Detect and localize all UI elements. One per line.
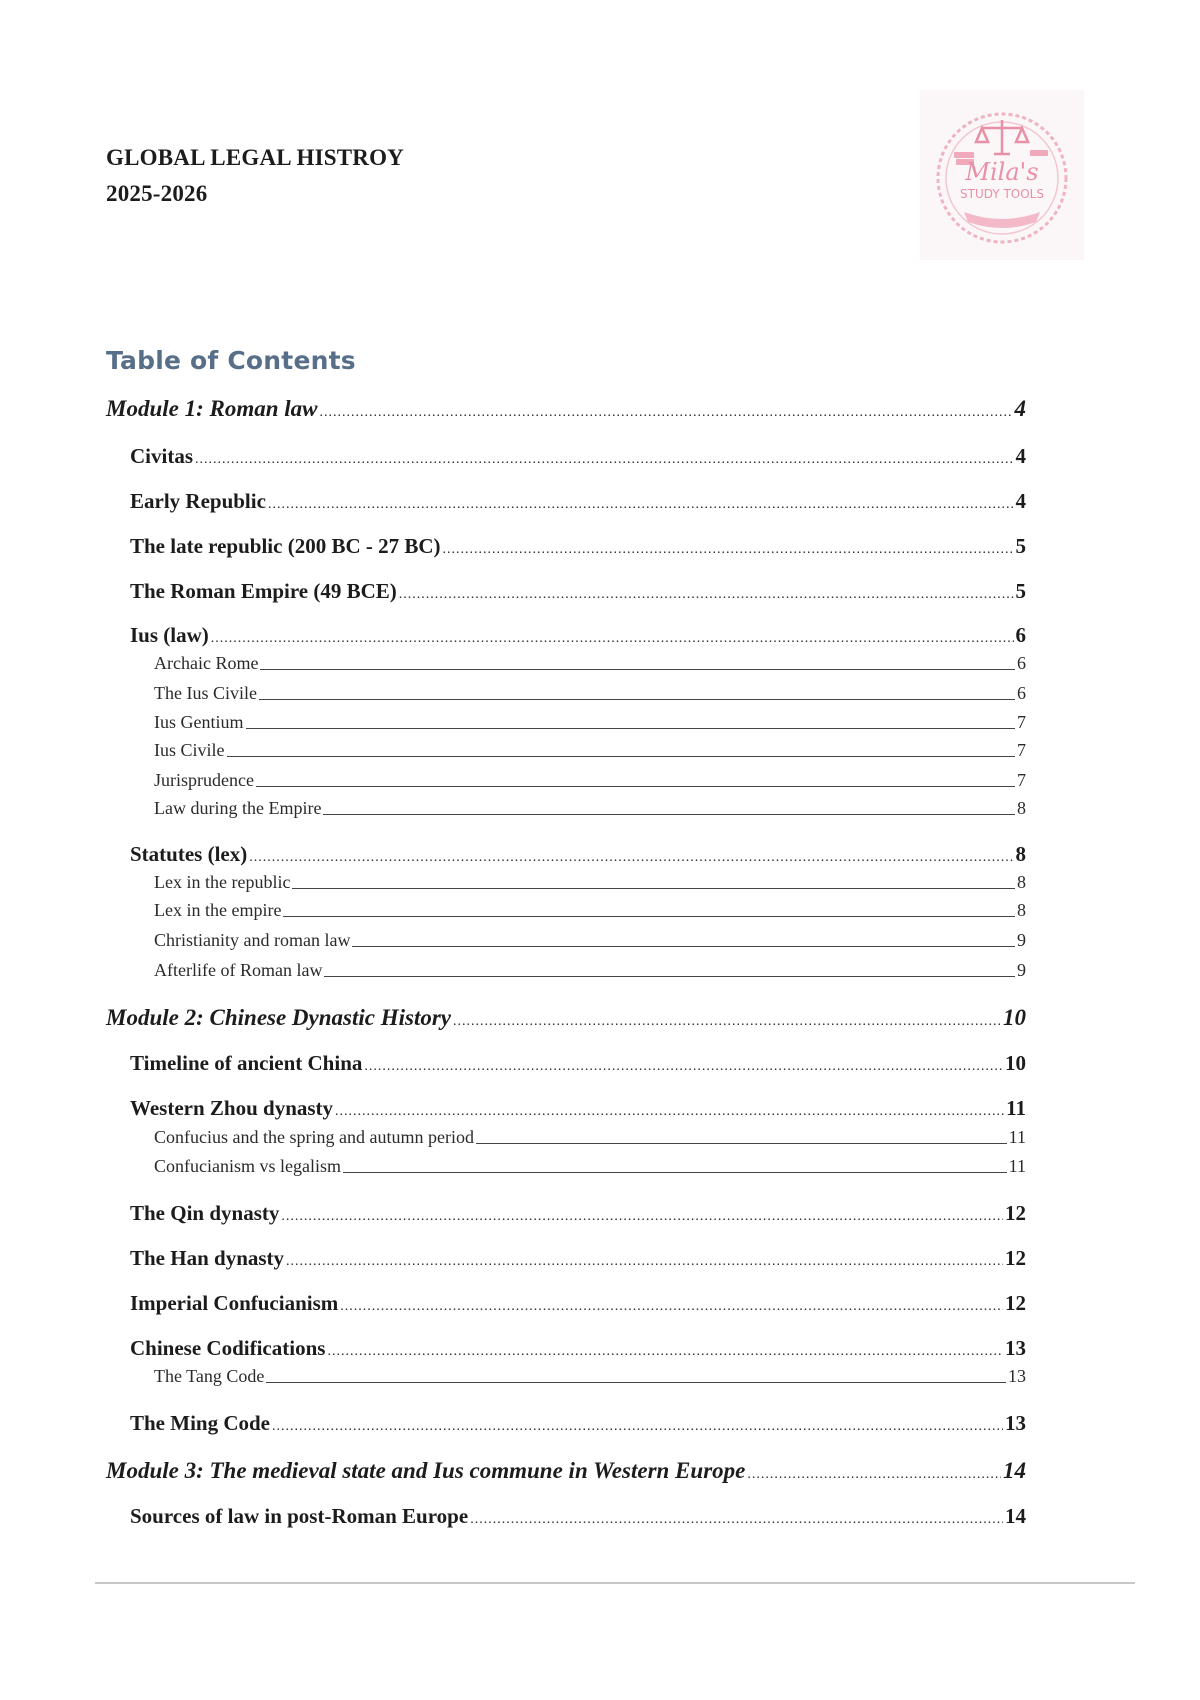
- toc-entry-title: Archaic Rome: [154, 653, 259, 673]
- toc-entry-page: 7: [1017, 712, 1026, 732]
- toc-leader-dots: [286, 1246, 1003, 1271]
- document-year: 2025-2026: [106, 181, 208, 206]
- toc-leader-dots: [195, 444, 1014, 469]
- toc-leader-dots: [323, 813, 1015, 815]
- toc-entry-level-3[interactable]: [154, 653, 1026, 674]
- toc-entry-page: 11: [1006, 1096, 1026, 1120]
- toc-entry-title: The Han dynasty: [130, 1246, 285, 1270]
- toc-entry-level-2[interactable]: [130, 1051, 1026, 1076]
- toc-entry-page: 7: [1017, 770, 1026, 790]
- page-divider: [95, 1582, 1135, 1584]
- toc-entry-page: 13: [1008, 1366, 1026, 1386]
- toc-entry-level-2[interactable]: [130, 579, 1026, 604]
- toc-entry-title: Imperial Confucianism: [130, 1291, 339, 1315]
- toc-leader-dots: [340, 1291, 1003, 1316]
- toc-leader-dots: [747, 1458, 1001, 1484]
- toc-leader-dots: [246, 727, 1016, 729]
- toc-entry-page: 13: [1005, 1411, 1026, 1435]
- toc-entry-title: The late republic (200 BC - 27 BC): [130, 534, 441, 558]
- toc-entry-title: The Ming Code: [130, 1411, 271, 1435]
- toc-entry-title: Law during the Empire: [154, 798, 322, 818]
- toc-entry-title: Civitas: [130, 444, 193, 468]
- toc-entry-page: 6: [1017, 653, 1026, 673]
- toc-entry-title: Christianity and roman law: [154, 930, 351, 950]
- toc-entry-page: 6: [1017, 683, 1026, 703]
- toc-entry-page: 8: [1017, 900, 1026, 920]
- logo-text-line2: STUDY TOOLS: [960, 187, 1044, 201]
- toc-leader-dots: [283, 915, 1015, 917]
- toc-leader-dots: [399, 579, 1014, 604]
- toc-entry-page: 4: [1014, 396, 1026, 421]
- toc-entry-level-2[interactable]: [130, 534, 1026, 559]
- toc-entry-level-3[interactable]: [154, 872, 1026, 893]
- toc-entry-page: 6: [1015, 623, 1026, 647]
- toc-entry-page: 10: [1005, 1051, 1026, 1075]
- toc-entry-title: Afterlife of Roman law: [154, 960, 323, 980]
- toc-entry-title: Ius Gentium: [154, 712, 244, 732]
- toc-leader-dots: [260, 668, 1015, 670]
- toc-entry-level-2[interactable]: [130, 1201, 1026, 1226]
- toc-entry-level-3[interactable]: [154, 798, 1026, 819]
- toc-entry-page: 8: [1017, 872, 1026, 892]
- toc-entry-level-3[interactable]: [154, 770, 1026, 791]
- toc-entry-title: Jurisprudence: [154, 770, 254, 790]
- toc-leader-dots: [443, 534, 1014, 559]
- toc-leader-dots: [352, 945, 1015, 947]
- toc-entry-page: 14: [1005, 1504, 1026, 1528]
- logo-text-line1: Mila's: [965, 158, 1039, 186]
- toc-entry-title: Timeline of ancient China: [130, 1051, 363, 1075]
- toc-leader-dots: [256, 785, 1015, 787]
- toc-entry-page: 12: [1005, 1246, 1026, 1270]
- toc-entry-page: 9: [1017, 960, 1026, 980]
- toc-entry-level-3[interactable]: [154, 683, 1026, 704]
- toc-entry-title: Ius (law): [130, 623, 209, 647]
- toc-entry-title: The Roman Empire (49 BCE): [130, 579, 397, 603]
- toc-leader-dots: [292, 887, 1015, 889]
- toc-entry-title: Lex in the empire: [154, 900, 282, 920]
- toc-entry-page: 8: [1015, 842, 1026, 866]
- toc-leader-dots: [470, 1504, 1003, 1529]
- toc-entry-title: The Qin dynasty: [130, 1201, 280, 1225]
- toc-entry-page: 12: [1005, 1201, 1026, 1225]
- toc-entry-title: Confucianism vs legalism: [154, 1156, 341, 1176]
- toc-entry-page: 13: [1005, 1336, 1026, 1360]
- toc-entry-level-2[interactable]: [130, 1336, 1026, 1361]
- toc-heading: Table of Contents: [106, 346, 356, 375]
- toc-entry-level-2[interactable]: [130, 1096, 1026, 1121]
- toc-entry-title: Chinese Codifications: [130, 1336, 326, 1360]
- toc-entry-title: The Tang Code: [154, 1366, 265, 1386]
- toc-entry-level-1[interactable]: [106, 396, 1026, 422]
- toc-entry-title: Lex in the republic: [154, 872, 291, 892]
- toc-entry-title: The Ius Civile: [154, 683, 257, 703]
- toc-entry-page: 14: [1003, 1458, 1026, 1483]
- toc-leader-dots: [249, 842, 1013, 867]
- toc-entry-title: Module 2: Chinese Dynastic History: [106, 1005, 452, 1030]
- toc-entry-title: Statutes (lex): [130, 842, 248, 866]
- logo-emblem-icon: [920, 90, 1084, 260]
- toc-entry-level-2[interactable]: [130, 623, 1026, 648]
- toc-entry-level-3[interactable]: [154, 740, 1026, 761]
- toc-entry-level-3[interactable]: [154, 930, 1026, 951]
- toc-entry-level-2[interactable]: [130, 842, 1026, 867]
- document-title: GLOBAL LEGAL HISTROY: [106, 145, 404, 170]
- toc-entry-page: 12: [1005, 1291, 1026, 1315]
- toc-entry-page: 10: [1003, 1005, 1026, 1030]
- toc-leader-dots: [320, 396, 1013, 422]
- toc-entry-level-2[interactable]: [130, 1504, 1026, 1529]
- toc-leader-dots: [266, 1381, 1006, 1383]
- toc-entry-title: Module 3: The medieval state and Ius commune in Western Europe: [106, 1458, 746, 1483]
- toc-entry-page: 8: [1017, 798, 1026, 818]
- toc-entry-page: 7: [1017, 740, 1026, 760]
- toc-leader-dots: [211, 623, 1014, 648]
- study-tools-logo: [920, 90, 1084, 260]
- toc-entry-level-3[interactable]: [154, 1127, 1026, 1148]
- toc-entry-level-3[interactable]: [154, 712, 1026, 733]
- toc-entry-title: Ius Civile: [154, 740, 225, 760]
- toc-entry-title: Early Republic: [130, 489, 266, 513]
- toc-entry-level-2[interactable]: [130, 1411, 1026, 1436]
- toc-entry-level-1[interactable]: [106, 1005, 1026, 1031]
- toc-entry-level-2[interactable]: [130, 1246, 1026, 1271]
- toc-leader-dots: [268, 489, 1014, 514]
- toc-entry-title: Sources of law in post-Roman Europe: [130, 1504, 469, 1528]
- toc-entry-page: 5: [1015, 534, 1026, 558]
- toc-entry-title: Module 1: Roman law: [106, 396, 318, 421]
- toc-entry-level-2[interactable]: [130, 1291, 1026, 1316]
- toc-entry-level-1[interactable]: [106, 1458, 1026, 1484]
- toc-leader-dots: [476, 1142, 1007, 1144]
- toc-leader-dots: [335, 1096, 1004, 1121]
- toc-leader-dots: [453, 1005, 1001, 1031]
- toc-leader-dots: [327, 1336, 1003, 1361]
- toc-leader-dots: [324, 975, 1015, 977]
- toc-leader-dots: [343, 1171, 1007, 1173]
- toc-entry-level-3[interactable]: [154, 1366, 1026, 1387]
- toc-leader-dots: [281, 1201, 1003, 1226]
- toc-leader-dots: [227, 755, 1016, 757]
- toc-entry-page: 4: [1015, 489, 1026, 513]
- toc-entry-page: 9: [1017, 930, 1026, 950]
- toc-entry-level-2[interactable]: [130, 444, 1026, 469]
- toc-entry-level-3[interactable]: [154, 1156, 1026, 1177]
- toc-leader-dots: [259, 698, 1015, 700]
- toc-entry-title: Confucius and the spring and autumn period: [154, 1127, 474, 1147]
- toc-entry-page: 4: [1015, 444, 1026, 468]
- toc-entry-level-2[interactable]: [130, 489, 1026, 514]
- document-header: [106, 140, 404, 212]
- toc-entry-level-3[interactable]: [154, 960, 1026, 981]
- toc-entry-title: Western Zhou dynasty: [130, 1096, 334, 1120]
- toc-leader-dots: [364, 1051, 1003, 1076]
- toc-entry-level-3[interactable]: [154, 900, 1026, 921]
- toc-leader-dots: [272, 1411, 1003, 1436]
- toc-entry-page: 5: [1015, 579, 1026, 603]
- toc-entry-page: 11: [1008, 1156, 1026, 1176]
- toc-entry-page: 11: [1008, 1127, 1026, 1147]
